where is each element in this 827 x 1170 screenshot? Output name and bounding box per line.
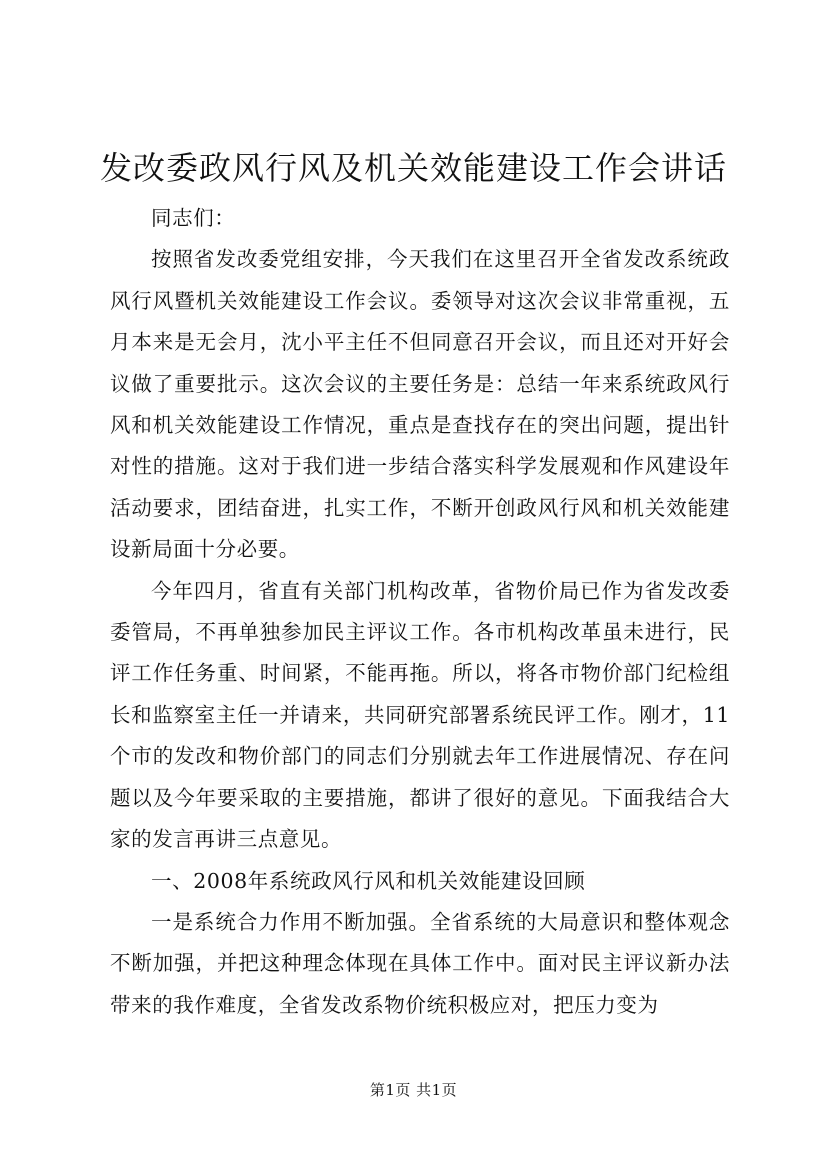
paragraph-1: 按照省发改委党组安排，今天我们在这里召开全省发改系统政风行风暨机关效能建设工作会议。委领导对这次会议非常重视，五月本来是无会月，沈小平主任不但同意召开会议，而且还对开好会议做了重要批示。这次会议的主要任务是：总结一年来系统政风行风和机关效能建设工作情况，重点是查找存在的突出问题，提出针对性的措施。这对于我们进一步结合落实科学发展观和作风建设年活动要求，团结奋进，扎实工作，不断开创政风行风和机关效能建设新局面十分必要。 — [110, 247, 730, 562]
page-footer: 第1页 共1页 — [369, 1081, 458, 1099]
salutation: 同志们： — [151, 206, 236, 230]
paragraph-2: 今年四月，省直有关部门机构改革，省物价局已作为省发改委委管局，不再单独参加民主评议工作。各市机构改革虽未进行，民评工作任务重、时间紧，不能再拖。所以，将各市物价部门纪检组长和监察室主任一并请来，共同研究部署系统民评工作。刚才，11个市的发改和物价部门的同志们分别就去年工作进展情况、存在问题以及今年要采取的主要措施，都讲了很好的意见。下面我结合大家的发言再讲三点意见。 — [110, 578, 730, 852]
section-heading-1: 一、2008年系统政风行风和机关效能建设回顾 — [151, 868, 586, 893]
document-title: 发改委政风行风及机关效能建设工作会讲话 — [99, 149, 727, 187]
document-body — [110, 198, 730, 1026]
paragraph-3: 一是系统合力作用不断加强。全省系统的大局意识和整体观念不断加强，并把这种理念体现在具体工作中。面对民主评议新办法带来的我作难度，全省发改系物价统积极应对，把压力变为 — [110, 909, 730, 1017]
